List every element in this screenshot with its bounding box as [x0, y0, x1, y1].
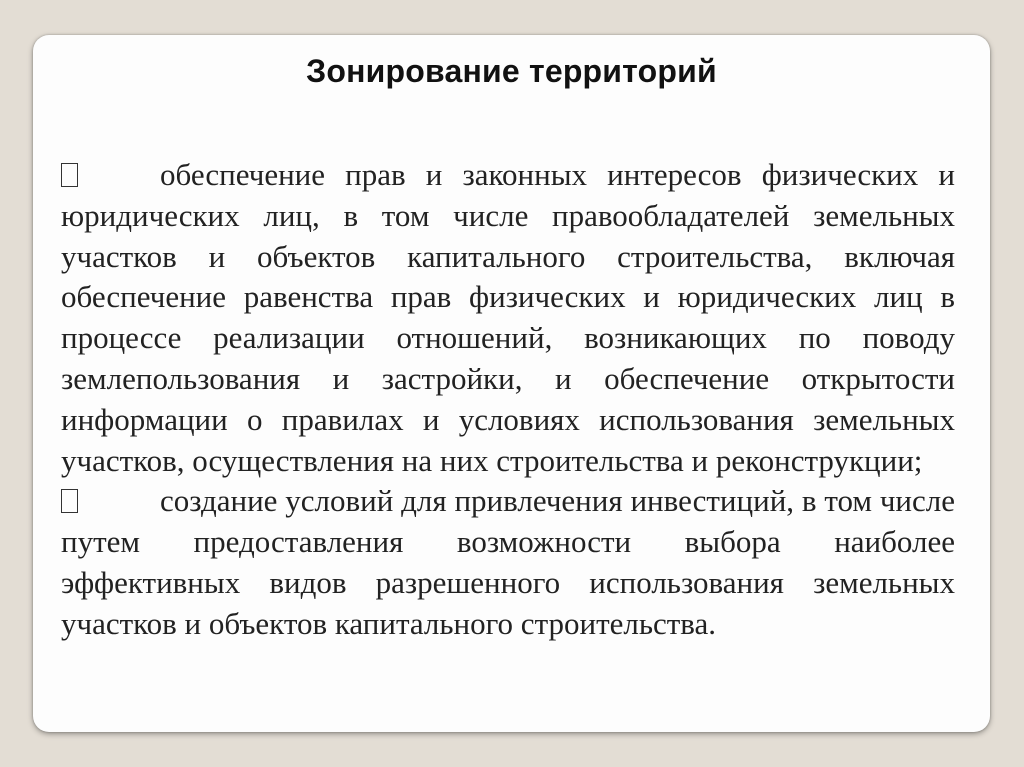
paragraph-1-text: обеспечение прав и законных интересов физических и юридических лиц, в том числе правообладателей земельных участков и объектов капитального строительства, включая обеспечение равенства прав физических и юридических лиц в процессе реализации отношений, возникающих по поводу землепользования и застройки, и обеспечение открытости информации о правилах и условиях использования земельных участков, осуществления на них строительства и реконструкции; — [61, 157, 955, 478]
paragraph-1 — [61, 155, 955, 481]
missing-glyph-box-icon — [61, 489, 78, 513]
paragraph-2-text: создание условий для привлечения инвестиций, в том числе путем предоставления возможности выбора наиболее эффективных видов разрешенного использования земельных участков и объектов капитального строительства. — [61, 483, 955, 641]
paragraph-2 — [61, 481, 955, 644]
slide-body — [61, 155, 955, 645]
missing-glyph-box-icon — [61, 163, 78, 187]
slide-card — [33, 35, 990, 732]
slide-title: Зонирование территорий — [306, 53, 717, 89]
